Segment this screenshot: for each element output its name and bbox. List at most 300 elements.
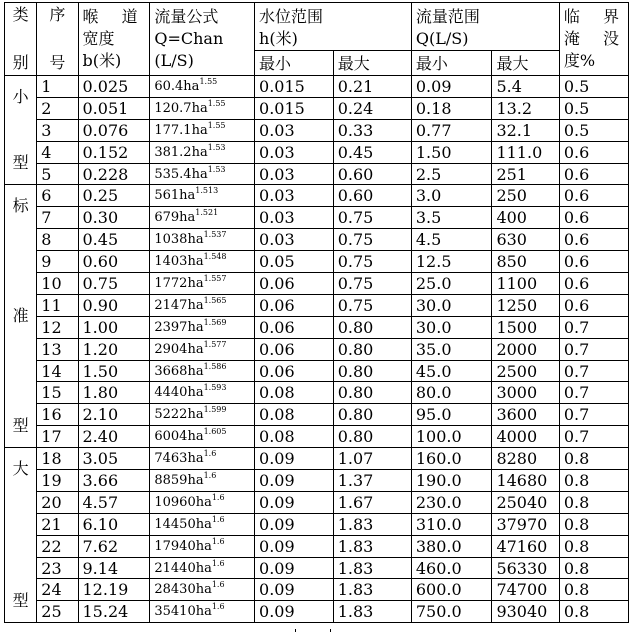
header-submergence-line: 临 界 <box>563 7 628 26</box>
row-formula <box>150 76 255 98</box>
row-level-max: 0.80 <box>333 360 411 382</box>
row-width: 0.228 <box>78 163 150 185</box>
header-index-line: 号 <box>49 53 66 72</box>
row-index: 23 <box>37 557 78 579</box>
row-level-min: 0.09 <box>255 470 334 492</box>
formula-exponent: 1.6 <box>203 449 217 459</box>
formula-coefficient: 7463ha <box>154 451 204 467</box>
formula-coefficient: 2397ha <box>154 319 204 335</box>
row-level-min: 0.03 <box>255 163 334 185</box>
formula-coefficient: 17940ha <box>154 538 212 554</box>
row-level-min: 0.03 <box>255 141 334 163</box>
formula-exponent: 1.577 <box>203 339 227 349</box>
row-level-max: 0.80 <box>333 426 411 448</box>
category-label: 型 <box>12 416 29 436</box>
row-level-max: 0.21 <box>333 76 411 98</box>
row-index: 15 <box>37 382 78 404</box>
row-index: 8 <box>37 229 78 251</box>
formula-coefficient: 60.4ha <box>154 78 200 94</box>
table-row <box>5 119 629 141</box>
row-index: 2 <box>37 97 78 119</box>
row-flow-min: 0.18 <box>411 97 492 119</box>
row-flow-min: 310.0 <box>411 513 492 535</box>
formula-coefficient: 3668ha <box>154 363 204 379</box>
row-index: 20 <box>37 491 78 513</box>
row-formula <box>150 513 255 535</box>
row-formula <box>150 535 255 557</box>
header-width <box>78 3 150 76</box>
formula-exponent: 1.586 <box>203 361 227 371</box>
row-flow-max: 56330 <box>492 557 559 579</box>
formula-coefficient: 8859ha <box>154 472 204 488</box>
row-index: 19 <box>37 470 78 492</box>
row-submergence: 0.8 <box>559 513 628 535</box>
header-flow <box>411 3 559 51</box>
row-submergence: 0.7 <box>559 316 628 338</box>
row-index: 24 <box>37 579 78 601</box>
row-level-max: 1.83 <box>333 557 411 579</box>
row-index: 16 <box>37 404 78 426</box>
header-category <box>5 3 37 76</box>
row-level-max: 1.83 <box>333 535 411 557</box>
row-flow-min: 80.0 <box>411 382 492 404</box>
row-width: 9.14 <box>78 557 150 579</box>
row-flow-max: 1100 <box>492 273 559 295</box>
formula-coefficient: 1038ha <box>154 232 204 248</box>
row-index: 18 <box>37 448 78 470</box>
row-formula <box>150 470 255 492</box>
flume-table <box>4 2 629 623</box>
header-formula-line: 流量公式 <box>154 7 219 26</box>
row-formula <box>150 251 255 273</box>
table-row <box>5 579 629 601</box>
row-flow-min: 0.09 <box>411 76 492 98</box>
row-width: 0.051 <box>78 97 150 119</box>
header-level <box>255 3 412 51</box>
header-submergence-line: 淹 没 <box>563 29 628 48</box>
header-category-line: 别 <box>12 53 29 72</box>
category-label: 大 <box>12 459 29 479</box>
row-level-max: 1.37 <box>333 470 411 492</box>
header-level-line: h(米) <box>259 29 298 48</box>
row-width: 1.50 <box>78 360 150 382</box>
row-index: 9 <box>37 251 78 273</box>
formula-exponent: 1.605 <box>203 427 227 437</box>
row-level-min: 0.09 <box>255 535 334 557</box>
table-row <box>5 207 629 229</box>
header-level-min: 最小 <box>255 51 334 76</box>
row-flow-max: 8280 <box>492 448 559 470</box>
formula-exponent: 1.6 <box>203 470 217 480</box>
row-submergence: 0.8 <box>559 448 628 470</box>
formula-exponent: 1.513 <box>195 186 219 196</box>
row-flow-min: 190.0 <box>411 470 492 492</box>
formula-coefficient: 10960ha <box>154 494 212 510</box>
row-index: 5 <box>37 163 78 185</box>
table-body <box>5 76 629 623</box>
formula-coefficient: 1772ha <box>154 275 204 291</box>
row-formula <box>150 404 255 426</box>
category-cell <box>5 185 37 448</box>
table-row <box>5 294 629 316</box>
formula-coefficient: 21440ha <box>154 560 212 576</box>
table-row <box>5 97 629 119</box>
row-index: 25 <box>37 601 78 623</box>
row-formula <box>150 163 255 185</box>
row-flow-max: 37970 <box>492 513 559 535</box>
row-flow-max: 2500 <box>492 360 559 382</box>
row-formula <box>150 119 255 141</box>
row-flow-min: 460.0 <box>411 557 492 579</box>
row-flow-max: 74700 <box>492 579 559 601</box>
header-level-line: 水位范围 <box>259 7 324 26</box>
header-width-line: 宽度 <box>82 29 115 48</box>
header-level-max: 最大 <box>333 51 411 76</box>
row-submergence: 0.7 <box>559 338 628 360</box>
row-formula <box>150 185 255 207</box>
row-submergence: 0.6 <box>559 294 628 316</box>
row-flow-min: 100.0 <box>411 426 492 448</box>
row-formula <box>150 141 255 163</box>
row-submergence: 0.6 <box>559 273 628 295</box>
row-width: 0.025 <box>78 76 150 98</box>
row-formula <box>150 601 255 623</box>
row-width: 7.62 <box>78 535 150 557</box>
row-formula <box>150 316 255 338</box>
row-formula <box>150 97 255 119</box>
row-level-min: 0.09 <box>255 579 334 601</box>
formula-exponent: 1.6 <box>211 492 225 502</box>
row-flow-min: 750.0 <box>411 601 492 623</box>
row-level-max: 1.67 <box>333 491 411 513</box>
row-level-max: 0.45 <box>333 141 411 163</box>
row-level-min: 0.03 <box>255 119 334 141</box>
formula-coefficient: 1403ha <box>154 254 204 270</box>
row-flow-max: 251 <box>492 163 559 185</box>
category-cell <box>5 448 37 623</box>
row-index: 22 <box>37 535 78 557</box>
formula-coefficient: 28430ha <box>154 582 212 598</box>
header-width-line: 喉 道 <box>82 7 147 26</box>
row-flow-min: 380.0 <box>411 535 492 557</box>
row-index: 3 <box>37 119 78 141</box>
formula-exponent: 1.557 <box>203 273 227 283</box>
row-level-min: 0.08 <box>255 426 334 448</box>
row-flow-min: 600.0 <box>411 579 492 601</box>
row-width: 0.90 <box>78 294 150 316</box>
table-row <box>5 535 629 557</box>
formula-coefficient: 35410ha <box>154 604 212 620</box>
row-submergence: 0.5 <box>559 76 628 98</box>
row-index: 1 <box>37 76 78 98</box>
category-cell <box>5 76 37 185</box>
table-row <box>5 491 629 513</box>
formula-coefficient: 177.1ha <box>154 122 208 138</box>
row-index: 6 <box>37 185 78 207</box>
formula-exponent: 1.6 <box>211 602 225 612</box>
row-flow-max: 32.1 <box>492 119 559 141</box>
row-flow-max: 93040 <box>492 601 559 623</box>
formula-exponent: 1.53 <box>207 164 226 174</box>
formula-coefficient: 535.4ha <box>154 166 208 182</box>
row-submergence: 0.6 <box>559 163 628 185</box>
formula-coefficient: 120.7ha <box>154 100 208 116</box>
formula-exponent: 1.55 <box>207 98 226 108</box>
row-flow-min: 12.5 <box>411 251 492 273</box>
row-flow-min: 30.0 <box>411 294 492 316</box>
formula-exponent: 1.6 <box>211 514 225 524</box>
row-submergence: 0.6 <box>559 207 628 229</box>
row-submergence: 0.8 <box>559 557 628 579</box>
header-index-line: 序 <box>49 5 66 24</box>
header-formula <box>150 3 255 76</box>
category-label: 小 <box>12 87 29 107</box>
row-formula <box>150 491 255 513</box>
formula-coefficient: 679ha <box>154 210 196 226</box>
row-level-max: 1.83 <box>333 513 411 535</box>
row-width: 0.152 <box>78 141 150 163</box>
row-level-min: 0.06 <box>255 338 334 360</box>
formula-coefficient: 381.2ha <box>154 144 208 160</box>
formula-exponent: 1.537 <box>203 230 227 240</box>
row-flow-max: 630 <box>492 229 559 251</box>
formula-coefficient: 2904ha <box>154 341 204 357</box>
row-formula <box>150 448 255 470</box>
row-flow-min: 30.0 <box>411 316 492 338</box>
row-width: 2.40 <box>78 426 150 448</box>
row-flow-max: 850 <box>492 251 559 273</box>
row-flow-max: 400 <box>492 207 559 229</box>
header-flow-max: 最大 <box>492 51 559 76</box>
row-level-min: 0.09 <box>255 491 334 513</box>
header-index <box>37 3 78 76</box>
row-flow-min: 25.0 <box>411 273 492 295</box>
formula-exponent: 1.593 <box>203 383 227 393</box>
row-formula <box>150 557 255 579</box>
header-flow-line: Q(L/S) <box>415 29 469 48</box>
row-level-min: 0.09 <box>255 557 334 579</box>
row-index: 7 <box>37 207 78 229</box>
row-level-max: 0.80 <box>333 338 411 360</box>
row-flow-max: 250 <box>492 185 559 207</box>
table-row <box>5 251 629 273</box>
row-flow-min: 0.77 <box>411 119 492 141</box>
formula-exponent: 1.569 <box>203 317 227 327</box>
row-level-min: 0.015 <box>255 76 334 98</box>
table-row <box>5 316 629 338</box>
table-row <box>5 426 629 448</box>
row-submergence: 0.5 <box>559 97 628 119</box>
row-level-max: 1.83 <box>333 579 411 601</box>
row-submergence: 0.6 <box>559 141 628 163</box>
row-level-min: 0.06 <box>255 273 334 295</box>
row-flow-max: 25040 <box>492 491 559 513</box>
row-width: 3.66 <box>78 470 150 492</box>
row-submergence: 0.5 <box>559 119 628 141</box>
row-submergence: 0.6 <box>559 185 628 207</box>
header-submergence-line: 度% <box>563 51 596 70</box>
row-width: 2.10 <box>78 404 150 426</box>
header-formula-line: Q=Chan <box>154 29 224 48</box>
header-flow-line: 流量范围 <box>415 7 480 26</box>
header-category-line: 类 <box>12 5 29 24</box>
row-width: 15.24 <box>78 601 150 623</box>
row-index: 10 <box>37 273 78 295</box>
row-flow-max: 47160 <box>492 535 559 557</box>
row-submergence: 0.8 <box>559 601 628 623</box>
row-level-max: 0.75 <box>333 207 411 229</box>
row-index: 17 <box>37 426 78 448</box>
row-flow-max: 4000 <box>492 426 559 448</box>
header-submergence <box>559 3 628 76</box>
row-width: 3.05 <box>78 448 150 470</box>
category-label: 准 <box>12 306 29 326</box>
row-flow-max: 13.2 <box>492 97 559 119</box>
row-submergence: 0.8 <box>559 470 628 492</box>
row-flow-max: 1500 <box>492 316 559 338</box>
row-width: 12.19 <box>78 579 150 601</box>
row-level-max: 0.80 <box>333 404 411 426</box>
row-flow-max: 3000 <box>492 382 559 404</box>
header-width-line: b(米) <box>82 51 122 70</box>
category-label: 标 <box>12 196 29 216</box>
table-row <box>5 76 629 98</box>
row-flow-max: 2000 <box>492 338 559 360</box>
table-row <box>5 601 629 623</box>
row-level-max: 0.24 <box>333 97 411 119</box>
formula-exponent: 1.53 <box>207 142 226 152</box>
header-flow-min: 最小 <box>411 51 492 76</box>
formula-exponent: 1.565 <box>203 295 227 305</box>
formula-coefficient: 5222ha <box>154 407 204 423</box>
row-level-max: 0.80 <box>333 316 411 338</box>
row-submergence: 0.8 <box>559 535 628 557</box>
row-flow-min: 4.5 <box>411 229 492 251</box>
row-width: 6.10 <box>78 513 150 535</box>
row-flow-min: 45.0 <box>411 360 492 382</box>
table-row <box>5 273 629 295</box>
row-submergence: 0.7 <box>559 404 628 426</box>
row-width: 1.00 <box>78 316 150 338</box>
row-index: 13 <box>37 338 78 360</box>
row-level-max: 1.83 <box>333 601 411 623</box>
row-index: 4 <box>37 141 78 163</box>
row-level-min: 0.06 <box>255 360 334 382</box>
formula-coefficient: 14450ha <box>154 516 212 532</box>
row-width: 0.25 <box>78 185 150 207</box>
formula-exponent: 1.548 <box>203 252 227 262</box>
row-submergence: 0.8 <box>559 491 628 513</box>
row-flow-min: 1.50 <box>411 141 492 163</box>
row-level-min: 0.03 <box>255 185 334 207</box>
row-level-max: 0.75 <box>333 251 411 273</box>
table-row <box>5 404 629 426</box>
row-width: 0.75 <box>78 273 150 295</box>
row-level-min: 0.015 <box>255 97 334 119</box>
formula-exponent: 1.6 <box>211 536 225 546</box>
row-level-min: 0.03 <box>255 207 334 229</box>
row-formula <box>150 207 255 229</box>
row-flow-min: 35.0 <box>411 338 492 360</box>
row-flow-min: 230.0 <box>411 491 492 513</box>
row-level-max: 1.07 <box>333 448 411 470</box>
row-level-max: 0.80 <box>333 382 411 404</box>
category-label: 型 <box>12 591 29 611</box>
table-row <box>5 185 629 207</box>
row-level-max: 0.60 <box>333 163 411 185</box>
row-formula <box>150 273 255 295</box>
row-level-min: 0.06 <box>255 316 334 338</box>
table-row <box>5 141 629 163</box>
row-flow-max: 3600 <box>492 404 559 426</box>
header-formula-line: (L/S) <box>154 51 194 70</box>
row-formula <box>150 579 255 601</box>
formula-coefficient: 561ha <box>154 188 196 204</box>
row-level-min: 0.09 <box>255 448 334 470</box>
table-row <box>5 338 629 360</box>
row-level-min: 0.08 <box>255 382 334 404</box>
row-level-min: 0.08 <box>255 404 334 426</box>
row-width: 0.45 <box>78 229 150 251</box>
formula-coefficient: 2147ha <box>154 297 204 313</box>
row-formula <box>150 294 255 316</box>
row-level-min: 0.09 <box>255 513 334 535</box>
row-submergence: 0.7 <box>559 426 628 448</box>
formula-exponent: 1.521 <box>195 208 219 218</box>
row-width: 1.80 <box>78 382 150 404</box>
row-flow-min: 3.5 <box>411 207 492 229</box>
row-formula <box>150 360 255 382</box>
row-level-min: 0.03 <box>255 229 334 251</box>
row-flow-min: 2.5 <box>411 163 492 185</box>
formula-exponent: 1.55 <box>199 76 218 86</box>
table-row <box>5 229 629 251</box>
table-row <box>5 382 629 404</box>
row-width: 1.20 <box>78 338 150 360</box>
formula-coefficient: 4440ha <box>154 385 204 401</box>
row-width: 0.076 <box>78 119 150 141</box>
category-label: 型 <box>12 153 29 173</box>
table-row <box>5 513 629 535</box>
formula-exponent: 1.6 <box>211 580 225 590</box>
row-formula <box>150 229 255 251</box>
row-width: 4.57 <box>78 491 150 513</box>
row-level-max: 0.75 <box>333 229 411 251</box>
table-row <box>5 360 629 382</box>
table-row <box>5 163 629 185</box>
table-row <box>5 470 629 492</box>
row-flow-max: 5.4 <box>492 76 559 98</box>
formula-exponent: 1.55 <box>207 120 226 130</box>
table-row <box>5 448 629 470</box>
row-flow-min: 95.0 <box>411 404 492 426</box>
row-submergence: 0.6 <box>559 229 628 251</box>
row-submergence: 0.6 <box>559 251 628 273</box>
row-index: 21 <box>37 513 78 535</box>
formula-coefficient: 6004ha <box>154 429 204 445</box>
row-index: 11 <box>37 294 78 316</box>
row-index: 12 <box>37 316 78 338</box>
row-level-max: 0.75 <box>333 294 411 316</box>
formula-exponent: 1.599 <box>203 405 227 415</box>
row-flow-max: 1250 <box>492 294 559 316</box>
row-level-max: 0.60 <box>333 185 411 207</box>
row-formula <box>150 426 255 448</box>
row-level-min: 0.09 <box>255 601 334 623</box>
row-width: 0.30 <box>78 207 150 229</box>
row-level-max: 0.75 <box>333 273 411 295</box>
table-row <box>5 557 629 579</box>
